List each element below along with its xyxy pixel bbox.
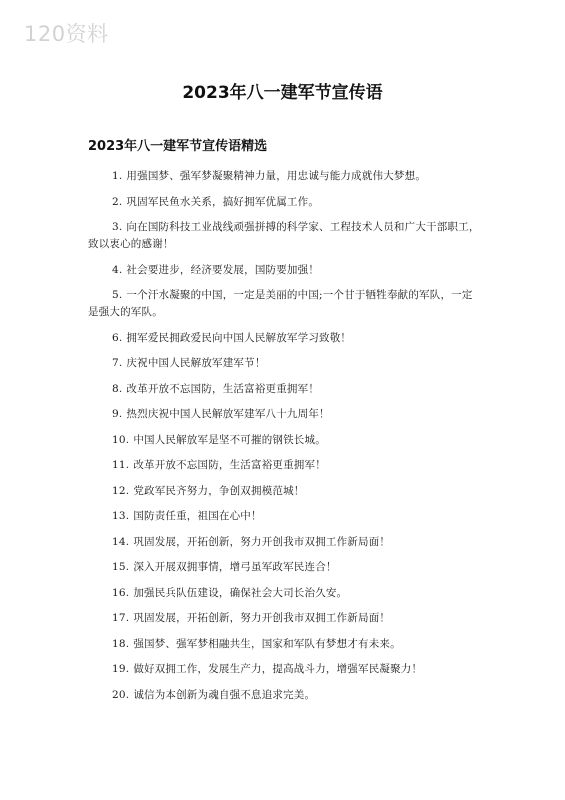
list-item xyxy=(88,508,480,525)
item-text: 做好双拥工作，发展生产力，提高战斗力，增强军民凝聚力！ xyxy=(133,663,423,675)
list-item xyxy=(88,406,480,423)
item-number: 12. xyxy=(112,484,130,497)
list-item xyxy=(88,194,480,211)
item-text: 社会要进步，经济要发展，国防要加强！ xyxy=(126,263,320,276)
list-item xyxy=(88,610,480,627)
list-item xyxy=(88,559,480,576)
item-text: 巩固发展，开拓创新，努力开创我市双拥工作新局面！ xyxy=(133,612,391,624)
item-number: 20. xyxy=(112,688,130,701)
list-item xyxy=(88,483,480,500)
item-number: 17. xyxy=(112,612,130,624)
document-title: 2023年八一建军节宣传语 xyxy=(182,83,383,103)
list-item xyxy=(88,585,480,602)
item-number: 4. xyxy=(112,263,123,276)
list-item xyxy=(88,262,480,279)
item-text: 深入开展双拥事情，增弓虽军政军民连合！ xyxy=(133,561,337,573)
item-number: 3. xyxy=(112,221,123,233)
list-item xyxy=(88,168,480,185)
list-item xyxy=(88,661,480,678)
item-text: 国防责任重，祖国在心中！ xyxy=(133,510,262,522)
item-text: 诚信为本创新为魂自强不息追求完美。 xyxy=(133,688,316,701)
list-item xyxy=(88,219,480,253)
item-text: 党政军民齐努力，争创双拥模范城！ xyxy=(133,484,305,497)
list-item xyxy=(88,330,480,347)
list-item xyxy=(88,355,480,372)
item-text: 拥军爱民拥政爱民向中国人民解放军学习致敬！ xyxy=(126,331,352,344)
list-item xyxy=(88,432,480,449)
list-item xyxy=(88,636,480,653)
item-text: 庆祝中国人民解放军建军节！ xyxy=(126,357,266,369)
list-item xyxy=(88,457,480,474)
item-number: 6. xyxy=(112,331,123,344)
list-item xyxy=(88,287,480,321)
item-text: 中国人民解放军是坚不可摧的钢铁长城。 xyxy=(133,433,326,446)
section-heading: 2023年八一建军节宣传语精选 xyxy=(88,139,268,154)
item-text: 加强民兵队伍建设，确保社会大司长治久安。 xyxy=(133,586,348,599)
item-text: 巩固发展，开拓创新，努力开创我市双拥工作新局面！ xyxy=(133,535,391,548)
item-number: 11. xyxy=(112,459,130,471)
item-number: 10. xyxy=(112,433,130,446)
item-text: 改革开放不忘国防，生活富裕更重拥军！ xyxy=(133,459,326,471)
item-text: 用强国梦、强军梦凝聚精神力量，用忠诚与能力成就伟大梦想。 xyxy=(126,170,427,182)
item-number: 9. xyxy=(112,408,123,420)
item-number: 1. xyxy=(112,170,123,182)
item-number: 16. xyxy=(112,586,130,599)
item-number: 14. xyxy=(112,535,130,548)
item-number: 19. xyxy=(112,663,130,675)
item-number: 15. xyxy=(112,561,130,573)
item-number: 8. xyxy=(112,382,123,395)
item-number: 7. xyxy=(112,357,123,369)
item-number: 13. xyxy=(112,510,130,522)
item-text: 强国梦、强军梦相融共生，国家和军队有梦想才有未来。 xyxy=(133,637,401,650)
item-text: 向在国防科技工业战线顽强拼搏的科学家、工程技术人员和广大干部职工，致以衷心的感谢！ xyxy=(88,221,480,250)
list-item xyxy=(88,381,480,398)
watermark-logo: 120资料 xyxy=(24,22,109,46)
item-text: 巩固军民鱼水关系，搞好拥军优属工作。 xyxy=(126,195,320,208)
item-text: 热烈庆祝中国人民解放军建军八十九周年！ xyxy=(126,408,330,420)
list-item xyxy=(88,534,480,551)
item-number: 18. xyxy=(112,637,130,650)
item-text: 一个汗水凝聚的中国，一定是美丽的中国;一个甘于牺牲奉献的军队，一定是强大的军队。 xyxy=(88,289,473,318)
item-number: 5. xyxy=(112,289,123,301)
list-item xyxy=(88,687,480,704)
slogan-list xyxy=(88,168,480,712)
item-text: 改革开放不忘国防，生活富裕更重拥军！ xyxy=(126,382,320,395)
item-number: 2. xyxy=(112,195,123,208)
